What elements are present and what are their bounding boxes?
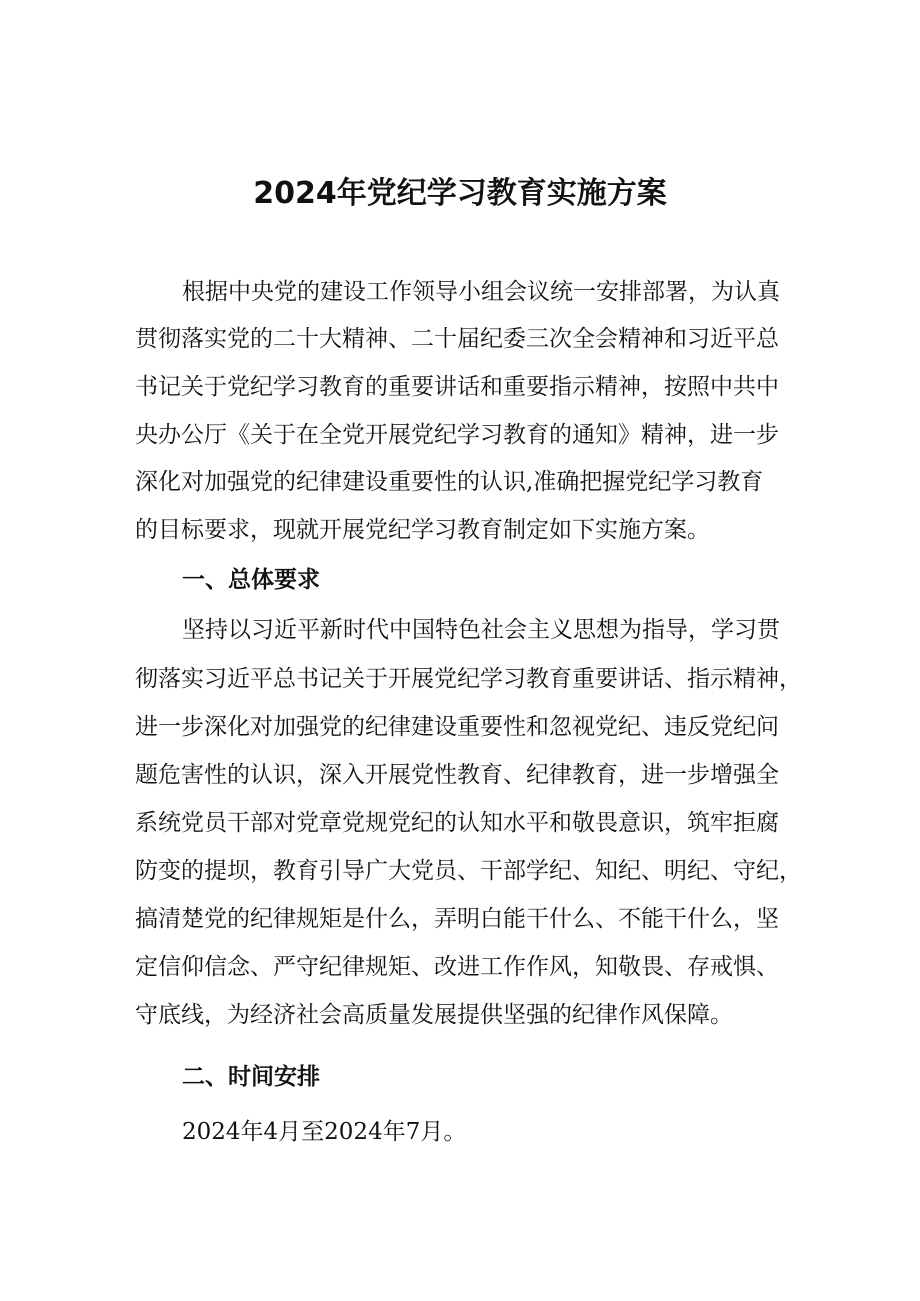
section-1-line-3: 进一步深化对加强党的纪律建设重要性和忽视党纪、违反党纪问 (135, 714, 779, 740)
section-1-heading: 一、总体要求 (182, 567, 320, 593)
section-1-line-4: 题危害性的认识，深入开展党性教育、纪律教育，进一步增强全 (135, 762, 779, 788)
intro-line-2: 贯彻落实党的二十大精神、二十届纪委三次全会精神和习近平总 (135, 326, 779, 352)
section-1-line-8: 定信仰信念、严守纪律规矩、改进工作作风，知敬畏、存戒惧、 (135, 954, 779, 980)
section-1-line-2: 彻落实习近平总书记关于开展党纪学习教育重要讲话、指示精神， (135, 666, 802, 692)
intro-line-4: 央办公厅《关于在全党开展党纪学习教育的通知》精神，进一步 (135, 422, 779, 448)
intro-line-6: 的目标要求，现就开展党纪学习教育制定如下实施方案。 (135, 517, 710, 543)
section-1-line-9: 守底线，为经济社会高质量发展提供坚强的纪律作风保障。 (135, 1002, 733, 1028)
document-title: 2024年党纪学习教育实施方案 (253, 176, 667, 211)
intro-line-1: 根据中央党的建设工作领导小组会议统一安排部署，为认真 (182, 279, 780, 305)
section-1-line-5: 系统党员干部对党章党规党纪的认知水平和敬畏意识，筑牢拒腐 (135, 810, 779, 836)
intro-line-3: 书记关于党纪学习教育的重要讲话和重要指示精神，按照中共中 (135, 374, 779, 400)
section-1-line-6: 防变的提坝，教育引导广大党员、干部学纪、知纪、明纪、守纪， (135, 858, 802, 884)
section-1-line-7: 搞清楚党的纪律规矩是什么，弄明白能干什么、不能干什么，坚 (135, 906, 779, 932)
section-1-line-1: 坚持以习近平新时代中国特色社会主义思想为指导，学习贯 (182, 617, 780, 643)
section-2-heading: 二、时间安排 (182, 1064, 320, 1090)
intro-line-5: 深化对加强党的纪律建设重要性的认识,准确把握党纪学习教育 (135, 469, 764, 495)
section-2-text: 2024年4月至2024年7月。 (182, 1119, 467, 1145)
